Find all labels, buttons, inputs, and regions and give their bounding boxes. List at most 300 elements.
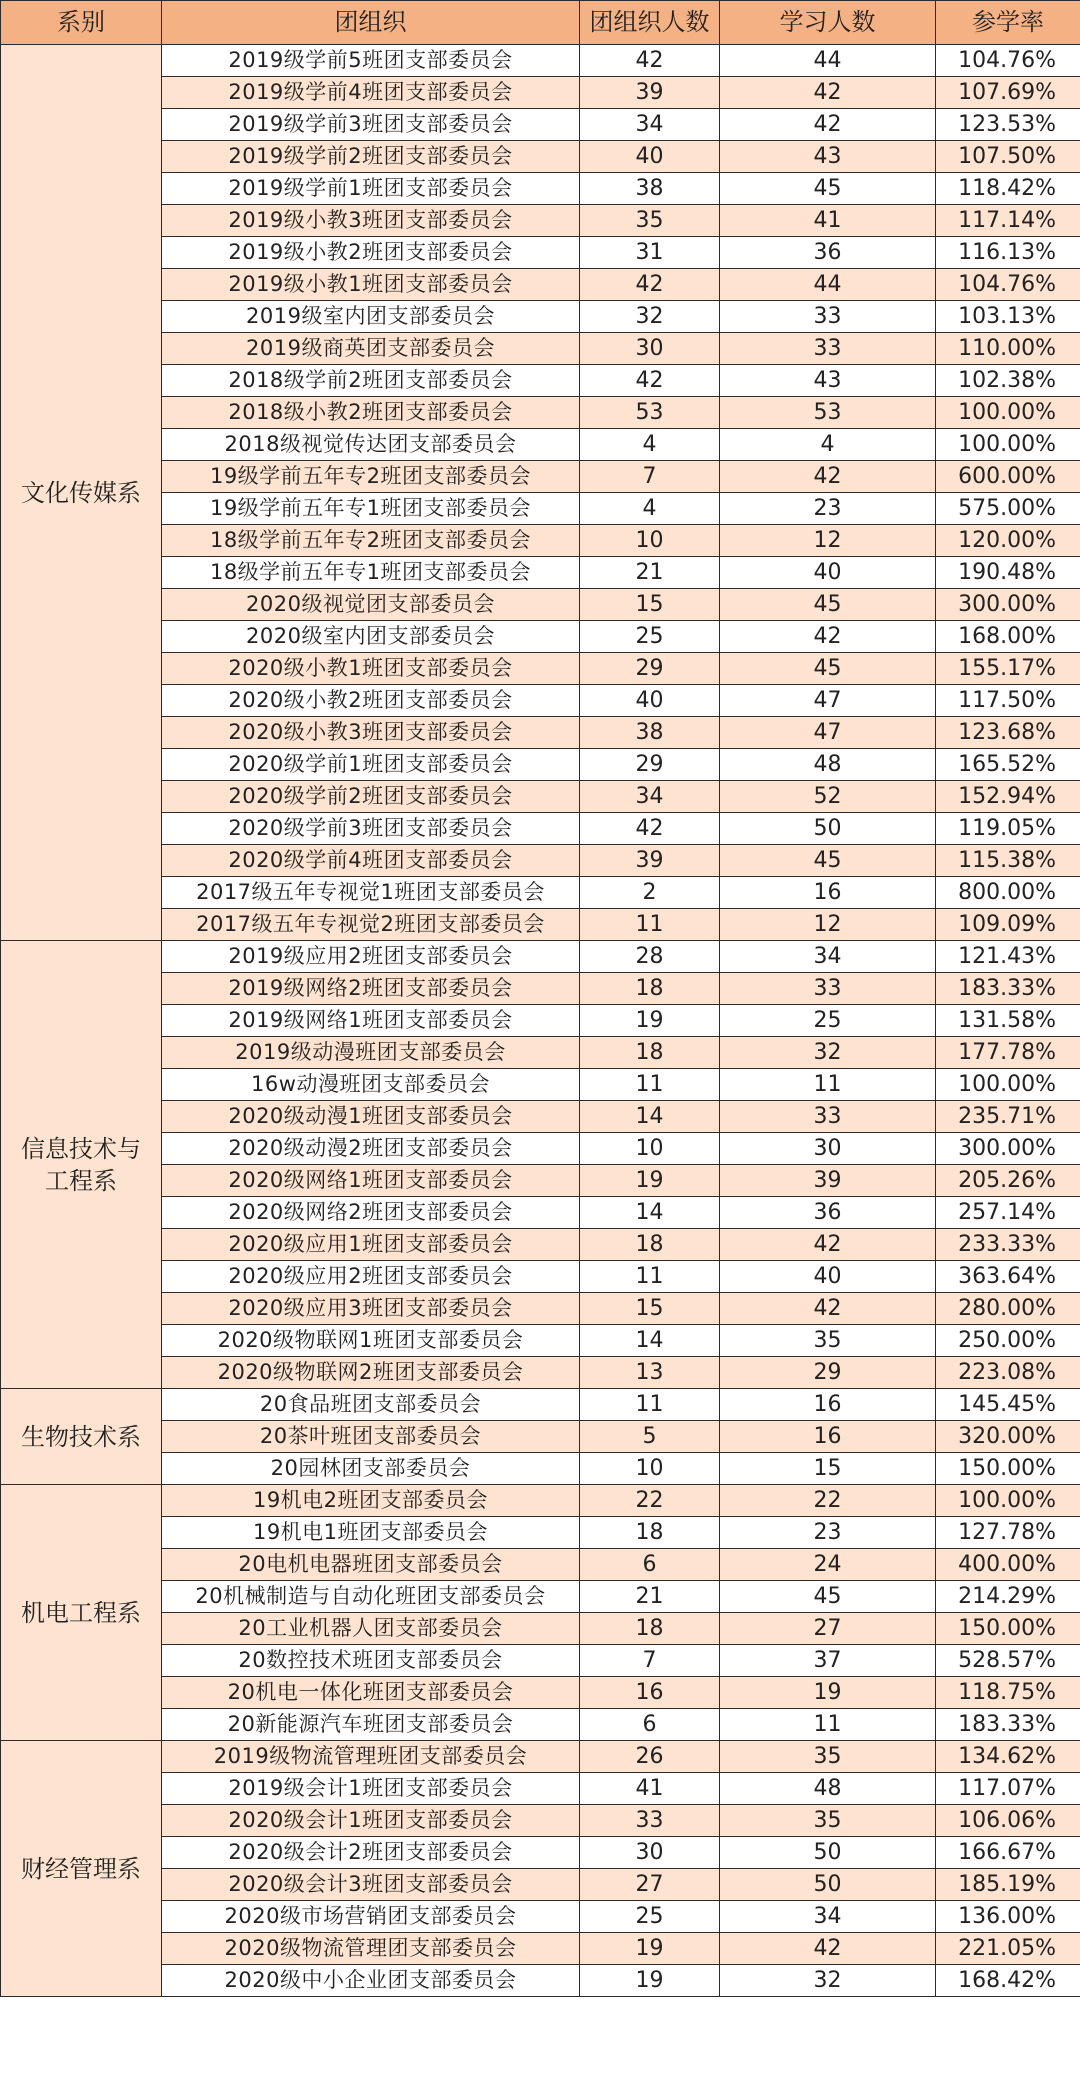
table-row [1, 1645, 1080, 1677]
study-count-cell: 15 [720, 1453, 936, 1485]
org-count-cell: 19 [580, 1005, 720, 1037]
rate-cell: 104.76% [936, 45, 1080, 77]
rate-cell: 103.13% [936, 301, 1080, 333]
study-count-cell: 50 [720, 1869, 936, 1901]
study-count-cell: 16 [720, 877, 936, 909]
study-count-cell: 42 [720, 1293, 936, 1325]
table-row [1, 1357, 1080, 1389]
table-row [1, 1933, 1080, 1965]
study-count-cell: 23 [720, 493, 936, 525]
study-count-cell: 27 [720, 1613, 936, 1645]
org-name-cell: 2020级会计3班团支部委员会 [162, 1869, 580, 1901]
rate-cell: 190.48% [936, 557, 1080, 589]
header-org-count: 团组织人数 [580, 1, 720, 45]
org-name-cell: 2020级中小企业团支部委员会 [162, 1965, 580, 1997]
study-count-cell: 42 [720, 1933, 936, 1965]
dept-cell: 信息技术与工程系 [1, 941, 162, 1389]
org-count-cell: 14 [580, 1101, 720, 1133]
org-name-cell: 2017级五年专视觉2班团支部委员会 [162, 909, 580, 941]
rate-cell: 280.00% [936, 1293, 1080, 1325]
rate-cell: 165.52% [936, 749, 1080, 781]
study-count-cell: 45 [720, 173, 936, 205]
rate-cell: 800.00% [936, 877, 1080, 909]
org-name-cell: 2020级应用1班团支部委员会 [162, 1229, 580, 1261]
study-count-cell: 53 [720, 397, 936, 429]
org-name-cell: 2019级商英团支部委员会 [162, 333, 580, 365]
org-count-cell: 10 [580, 1133, 720, 1165]
org-name-cell: 2020级动漫2班团支部委员会 [162, 1133, 580, 1165]
study-count-cell: 35 [720, 1805, 936, 1837]
study-count-cell: 30 [720, 1133, 936, 1165]
org-name-cell: 2020级小教2班团支部委员会 [162, 685, 580, 717]
study-count-cell: 12 [720, 525, 936, 557]
table-row [1, 1837, 1080, 1869]
study-count-cell: 40 [720, 1261, 936, 1293]
org-count-cell: 6 [580, 1549, 720, 1581]
table-row [1, 813, 1080, 845]
study-count-cell: 48 [720, 749, 936, 781]
study-count-cell: 45 [720, 1581, 936, 1613]
study-count-cell: 42 [720, 621, 936, 653]
header-dept: 系别 [1, 1, 162, 45]
table-row [1, 269, 1080, 301]
study-count-cell: 32 [720, 1037, 936, 1069]
study-count-cell: 44 [720, 45, 936, 77]
table-row [1, 1101, 1080, 1133]
table-row [1, 589, 1080, 621]
org-count-cell: 10 [580, 1453, 720, 1485]
rate-cell: 155.17% [936, 653, 1080, 685]
org-name-cell: 20新能源汽车班团支部委员会 [162, 1709, 580, 1741]
rate-cell: 223.08% [936, 1357, 1080, 1389]
rate-cell: 127.78% [936, 1517, 1080, 1549]
org-name-cell: 2019级学前5班团支部委员会 [162, 45, 580, 77]
table-header [1, 1, 1080, 45]
table-row [1, 1069, 1080, 1101]
org-name-cell: 2019级动漫班团支部委员会 [162, 1037, 580, 1069]
org-count-cell: 16 [580, 1677, 720, 1709]
org-count-cell: 38 [580, 717, 720, 749]
study-count-cell: 39 [720, 1165, 936, 1197]
org-name-cell: 2019级物流管理班团支部委员会 [162, 1741, 580, 1773]
table-row [1, 1293, 1080, 1325]
table-row [1, 1677, 1080, 1709]
org-name-cell: 19级学前五年专2班团支部委员会 [162, 461, 580, 493]
rate-cell: 400.00% [936, 1549, 1080, 1581]
table-row [1, 685, 1080, 717]
study-count-cell: 35 [720, 1325, 936, 1357]
study-count-cell: 36 [720, 1197, 936, 1229]
org-name-cell: 18级学前五年专1班团支部委员会 [162, 557, 580, 589]
study-count-cell: 11 [720, 1069, 936, 1101]
org-name-cell: 2020级视觉团支部委员会 [162, 589, 580, 621]
study-count-cell: 42 [720, 109, 936, 141]
study-count-cell: 50 [720, 1837, 936, 1869]
dept-cell: 生物技术系 [1, 1389, 162, 1485]
table-row [1, 109, 1080, 141]
org-name-cell: 2020级室内团支部委员会 [162, 621, 580, 653]
org-name-cell: 2020级学前1班团支部委员会 [162, 749, 580, 781]
org-count-cell: 41 [580, 1773, 720, 1805]
table-row [1, 525, 1080, 557]
org-name-cell: 2019级小教1班团支部委员会 [162, 269, 580, 301]
org-name-cell: 2020级应用2班团支部委员会 [162, 1261, 580, 1293]
table-row [1, 205, 1080, 237]
rate-cell: 145.45% [936, 1389, 1080, 1421]
org-name-cell: 2020级学前4班团支部委员会 [162, 845, 580, 877]
rate-cell: 123.53% [936, 109, 1080, 141]
table-row [1, 909, 1080, 941]
org-name-cell: 2019级学前2班团支部委员会 [162, 141, 580, 173]
study-count-cell: 12 [720, 909, 936, 941]
rate-cell: 110.00% [936, 333, 1080, 365]
table-row [1, 1037, 1080, 1069]
table-row [1, 237, 1080, 269]
table-row [1, 877, 1080, 909]
org-count-cell: 33 [580, 1805, 720, 1837]
org-count-cell: 42 [580, 269, 720, 301]
study-count-cell: 33 [720, 333, 936, 365]
table-row [1, 621, 1080, 653]
org-count-cell: 53 [580, 397, 720, 429]
rate-cell: 119.05% [936, 813, 1080, 845]
rate-cell: 214.29% [936, 1581, 1080, 1613]
org-name-cell: 2019级学前1班团支部委员会 [162, 173, 580, 205]
org-name-cell: 20机电一体化班团支部委员会 [162, 1677, 580, 1709]
rate-cell: 118.42% [936, 173, 1080, 205]
study-count-cell: 11 [720, 1709, 936, 1741]
study-count-cell: 43 [720, 141, 936, 173]
table-row [1, 429, 1080, 461]
rate-cell: 528.57% [936, 1645, 1080, 1677]
rate-cell: 117.14% [936, 205, 1080, 237]
rate-cell: 575.00% [936, 493, 1080, 525]
table-row [1, 45, 1080, 77]
study-count-cell: 47 [720, 717, 936, 749]
org-name-cell: 19机电2班团支部委员会 [162, 1485, 580, 1517]
table-row [1, 1869, 1080, 1901]
table-row [1, 77, 1080, 109]
study-count-cell: 24 [720, 1549, 936, 1581]
org-name-cell: 2020级物联网1班团支部委员会 [162, 1325, 580, 1357]
table-row [1, 1805, 1080, 1837]
rate-cell: 150.00% [936, 1453, 1080, 1485]
study-count-cell: 33 [720, 301, 936, 333]
table-row [1, 301, 1080, 333]
study-count-cell: 45 [720, 589, 936, 621]
table-row [1, 365, 1080, 397]
org-count-cell: 10 [580, 525, 720, 557]
org-name-cell: 2019级小教3班团支部委员会 [162, 205, 580, 237]
org-count-cell: 15 [580, 589, 720, 621]
table-row [1, 141, 1080, 173]
table-row [1, 781, 1080, 813]
rate-cell: 100.00% [936, 429, 1080, 461]
table-row [1, 717, 1080, 749]
study-count-cell: 42 [720, 77, 936, 109]
table-row [1, 493, 1080, 525]
table-body [1, 45, 1080, 1997]
table-row [1, 1005, 1080, 1037]
study-count-cell: 40 [720, 557, 936, 589]
table-row [1, 1965, 1080, 1997]
study-count-cell: 44 [720, 269, 936, 301]
rate-cell: 600.00% [936, 461, 1080, 493]
table-row [1, 1581, 1080, 1613]
org-name-cell: 2018级学前2班团支部委员会 [162, 365, 580, 397]
org-count-cell: 28 [580, 941, 720, 973]
org-name-cell: 2020级网络2班团支部委员会 [162, 1197, 580, 1229]
rate-cell: 168.00% [936, 621, 1080, 653]
dept-cell: 财经管理系 [1, 1741, 162, 1997]
org-name-cell: 20工业机器人团支部委员会 [162, 1613, 580, 1645]
org-count-cell: 11 [580, 1389, 720, 1421]
study-count-cell: 41 [720, 205, 936, 237]
org-count-cell: 39 [580, 77, 720, 109]
rate-cell: 104.76% [936, 269, 1080, 301]
org-count-cell: 34 [580, 781, 720, 813]
study-count-cell: 4 [720, 429, 936, 461]
rate-cell: 106.06% [936, 1805, 1080, 1837]
org-count-cell: 25 [580, 1901, 720, 1933]
org-count-cell: 7 [580, 461, 720, 493]
rate-cell: 134.62% [936, 1741, 1080, 1773]
table-row [1, 749, 1080, 781]
org-name-cell: 2019级学前3班团支部委员会 [162, 109, 580, 141]
org-count-cell: 7 [580, 1645, 720, 1677]
org-name-cell: 2019级学前4班团支部委员会 [162, 77, 580, 109]
rate-cell: 150.00% [936, 1613, 1080, 1645]
org-name-cell: 2019级会计1班团支部委员会 [162, 1773, 580, 1805]
study-count-cell: 22 [720, 1485, 936, 1517]
org-count-cell: 26 [580, 1741, 720, 1773]
org-count-cell: 38 [580, 173, 720, 205]
study-count-cell: 43 [720, 365, 936, 397]
rate-cell: 250.00% [936, 1325, 1080, 1357]
table-row [1, 653, 1080, 685]
study-count-cell: 47 [720, 685, 936, 717]
rate-cell: 116.13% [936, 237, 1080, 269]
rate-cell: 120.00% [936, 525, 1080, 557]
org-count-cell: 42 [580, 45, 720, 77]
rate-cell: 109.09% [936, 909, 1080, 941]
table-row [1, 1453, 1080, 1485]
rate-cell: 152.94% [936, 781, 1080, 813]
org-count-cell: 18 [580, 1037, 720, 1069]
org-count-cell: 4 [580, 429, 720, 461]
org-name-cell: 2020级小教3班团支部委员会 [162, 717, 580, 749]
rate-cell: 117.50% [936, 685, 1080, 717]
org-count-cell: 42 [580, 813, 720, 845]
rate-cell: 221.05% [936, 1933, 1080, 1965]
org-count-cell: 25 [580, 621, 720, 653]
org-count-cell: 13 [580, 1357, 720, 1389]
org-name-cell: 20食品班团支部委员会 [162, 1389, 580, 1421]
org-count-cell: 18 [580, 973, 720, 1005]
org-count-cell: 18 [580, 1517, 720, 1549]
org-count-cell: 29 [580, 749, 720, 781]
org-count-cell: 6 [580, 1709, 720, 1741]
dept-cell: 文化传媒系 [1, 45, 162, 941]
table-row [1, 461, 1080, 493]
org-count-cell: 19 [580, 1933, 720, 1965]
rate-cell: 233.33% [936, 1229, 1080, 1261]
org-count-cell: 35 [580, 205, 720, 237]
rate-cell: 107.69% [936, 77, 1080, 109]
table-row [1, 1517, 1080, 1549]
study-count-cell: 50 [720, 813, 936, 845]
org-count-cell: 5 [580, 1421, 720, 1453]
org-name-cell: 20园林团支部委员会 [162, 1453, 580, 1485]
org-name-cell: 2019级小教2班团支部委员会 [162, 237, 580, 269]
study-count-cell: 16 [720, 1389, 936, 1421]
org-name-cell: 2020级学前3班团支部委员会 [162, 813, 580, 845]
study-count-cell: 48 [720, 1773, 936, 1805]
table-row [1, 397, 1080, 429]
org-count-cell: 29 [580, 653, 720, 685]
org-count-cell: 14 [580, 1197, 720, 1229]
table-row [1, 1613, 1080, 1645]
org-count-cell: 11 [580, 909, 720, 941]
table-row [1, 1549, 1080, 1581]
table-row [1, 973, 1080, 1005]
rate-cell: 185.19% [936, 1869, 1080, 1901]
org-name-cell: 2019级应用2班团支部委员会 [162, 941, 580, 973]
org-count-cell: 18 [580, 1229, 720, 1261]
org-name-cell: 18级学前五年专2班团支部委员会 [162, 525, 580, 557]
study-count-cell: 42 [720, 1229, 936, 1261]
rate-cell: 183.33% [936, 1709, 1080, 1741]
rate-cell: 183.33% [936, 973, 1080, 1005]
org-count-cell: 30 [580, 333, 720, 365]
org-count-cell: 31 [580, 237, 720, 269]
org-name-cell: 20茶叶班团支部委员会 [162, 1421, 580, 1453]
org-name-cell: 20数控技术班团支部委员会 [162, 1645, 580, 1677]
org-name-cell: 16w动漫班团支部委员会 [162, 1069, 580, 1101]
org-name-cell: 2018级视觉传达团支部委员会 [162, 429, 580, 461]
org-name-cell: 2020级会计2班团支部委员会 [162, 1837, 580, 1869]
org-count-cell: 11 [580, 1261, 720, 1293]
org-count-cell: 27 [580, 1869, 720, 1901]
org-count-cell: 15 [580, 1293, 720, 1325]
org-count-cell: 30 [580, 1837, 720, 1869]
org-name-cell: 19级学前五年专1班团支部委员会 [162, 493, 580, 525]
table-row [1, 1389, 1080, 1421]
study-count-cell: 32 [720, 1965, 936, 1997]
org-count-cell: 39 [580, 845, 720, 877]
study-count-cell: 23 [720, 1517, 936, 1549]
org-name-cell: 2019级网络1班团支部委员会 [162, 1005, 580, 1037]
table-row [1, 333, 1080, 365]
rate-cell: 121.43% [936, 941, 1080, 973]
header-study-count: 学习人数 [720, 1, 936, 45]
org-count-cell: 22 [580, 1485, 720, 1517]
rate-cell: 205.26% [936, 1165, 1080, 1197]
table-row [1, 1421, 1080, 1453]
rate-cell: 300.00% [936, 589, 1080, 621]
rate-cell: 136.00% [936, 1901, 1080, 1933]
study-count-cell: 33 [720, 973, 936, 1005]
rate-cell: 166.67% [936, 1837, 1080, 1869]
org-count-cell: 4 [580, 493, 720, 525]
org-count-cell: 19 [580, 1965, 720, 1997]
rate-cell: 123.68% [936, 717, 1080, 749]
study-count-cell: 16 [720, 1421, 936, 1453]
org-name-cell: 2020级动漫1班团支部委员会 [162, 1101, 580, 1133]
study-count-cell: 34 [720, 941, 936, 973]
study-count-cell: 45 [720, 845, 936, 877]
org-name-cell: 2018级小教2班团支部委员会 [162, 397, 580, 429]
table-row [1, 1901, 1080, 1933]
table-row [1, 1485, 1080, 1517]
org-name-cell: 2020级应用3班团支部委员会 [162, 1293, 580, 1325]
org-count-cell: 2 [580, 877, 720, 909]
table-row [1, 1741, 1080, 1773]
org-count-cell: 14 [580, 1325, 720, 1357]
table-row [1, 941, 1080, 973]
study-count-cell: 34 [720, 1901, 936, 1933]
rate-cell: 102.38% [936, 365, 1080, 397]
rate-cell: 235.71% [936, 1101, 1080, 1133]
rate-cell: 177.78% [936, 1037, 1080, 1069]
table-row [1, 1709, 1080, 1741]
org-name-cell: 2017级五年专视觉1班团支部委员会 [162, 877, 580, 909]
rate-cell: 117.07% [936, 1773, 1080, 1805]
rate-cell: 100.00% [936, 1485, 1080, 1517]
org-count-cell: 19 [580, 1165, 720, 1197]
study-count-cell: 33 [720, 1101, 936, 1133]
org-name-cell: 2020级市场营销团支部委员会 [162, 1901, 580, 1933]
table-row [1, 845, 1080, 877]
org-name-cell: 2020级学前2班团支部委员会 [162, 781, 580, 813]
table-row [1, 1229, 1080, 1261]
org-count-cell: 21 [580, 1581, 720, 1613]
table-row [1, 1133, 1080, 1165]
org-name-cell: 2020级物流管理团支部委员会 [162, 1933, 580, 1965]
org-count-cell: 40 [580, 685, 720, 717]
rate-cell: 118.75% [936, 1677, 1080, 1709]
org-count-cell: 34 [580, 109, 720, 141]
org-name-cell: 19机电1班团支部委员会 [162, 1517, 580, 1549]
study-count-cell: 36 [720, 237, 936, 269]
org-count-cell: 18 [580, 1613, 720, 1645]
rate-cell: 107.50% [936, 141, 1080, 173]
rate-cell: 115.38% [936, 845, 1080, 877]
org-count-cell: 40 [580, 141, 720, 173]
org-count-cell: 42 [580, 365, 720, 397]
org-name-cell: 20电机电器班团支部委员会 [162, 1549, 580, 1581]
org-name-cell: 2020级会计1班团支部委员会 [162, 1805, 580, 1837]
table-row [1, 1197, 1080, 1229]
org-name-cell: 2020级小教1班团支部委员会 [162, 653, 580, 685]
study-count-cell: 19 [720, 1677, 936, 1709]
header-row [1, 1, 1080, 45]
header-org: 团组织 [162, 1, 580, 45]
table-row [1, 1773, 1080, 1805]
rate-cell: 131.58% [936, 1005, 1080, 1037]
table-row [1, 1261, 1080, 1293]
study-count-cell: 29 [720, 1357, 936, 1389]
table-row [1, 1325, 1080, 1357]
org-name-cell: 2019级网络2班团支部委员会 [162, 973, 580, 1005]
org-name-cell: 20机械制造与自动化班团支部委员会 [162, 1581, 580, 1613]
org-name-cell: 2020级物联网2班团支部委员会 [162, 1357, 580, 1389]
org-name-cell: 2020级网络1班团支部委员会 [162, 1165, 580, 1197]
header-rate: 参学率 [936, 1, 1080, 45]
rate-cell: 168.42% [936, 1965, 1080, 1997]
study-count-cell: 45 [720, 653, 936, 685]
rate-cell: 320.00% [936, 1421, 1080, 1453]
